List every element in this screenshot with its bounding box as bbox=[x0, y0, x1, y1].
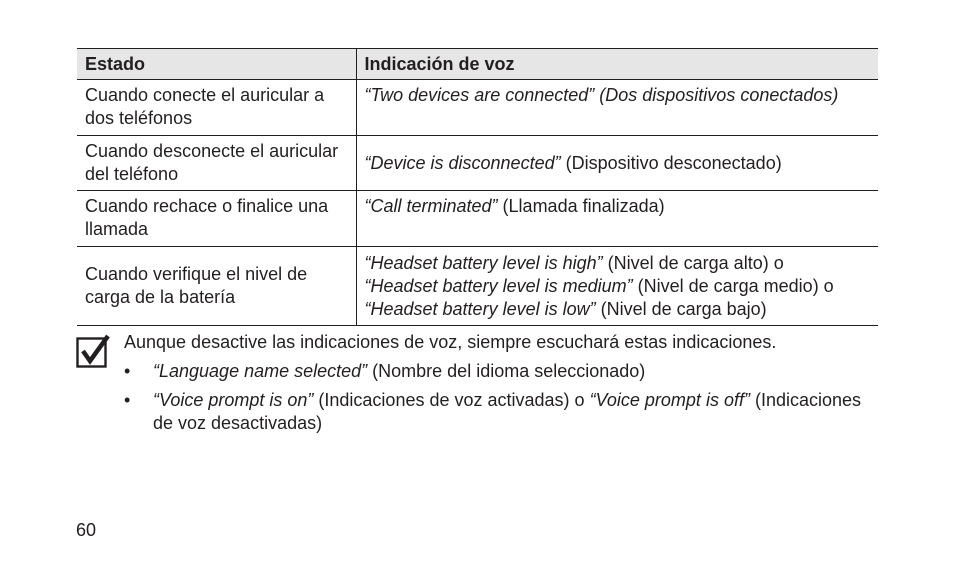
bullet-icon: • bbox=[124, 361, 131, 381]
list-item bbox=[124, 360, 884, 383]
table-row bbox=[77, 80, 878, 136]
voice-prompt-italic: “Device is disconnected” bbox=[364, 152, 561, 173]
note-text: Aunque desactive las indicaciones de voz, siempre escuchará estas indicaciones. bbox=[124, 332, 777, 352]
page-number: 60 bbox=[76, 520, 97, 540]
voice-prompt-translation: (Nombre del idioma seleccionado) bbox=[367, 361, 646, 381]
battery-line-high bbox=[365, 252, 871, 275]
voice-prompt-italic: “Voice prompt is on” bbox=[153, 390, 314, 410]
battery-line-medium bbox=[365, 275, 871, 298]
voice-prompt-italic: “Voice prompt is off” bbox=[589, 390, 750, 410]
list-item bbox=[124, 389, 884, 435]
voice-prompt-translation: (Indicaciones de voz desactivadas) bbox=[153, 390, 862, 433]
voice-prompt-translation: (Nivel de carga medio) o bbox=[632, 275, 834, 296]
note-bullet-list bbox=[124, 360, 884, 435]
voice-cell bbox=[356, 136, 878, 191]
checkbox-check-icon bbox=[76, 334, 110, 368]
state-cell: Cuando verifique el nivel de carga de la batería bbox=[77, 247, 356, 326]
voice-prompt-italic: “Two devices are connected” (Dos dispositivos conectados) bbox=[364, 85, 839, 105]
table-row bbox=[77, 136, 878, 191]
table-header-row bbox=[77, 49, 878, 80]
voice-prompt-italic: “Headset battery level is medium” bbox=[364, 275, 633, 296]
header-estado: Estado bbox=[77, 49, 356, 80]
voice-prompt-italic: “Language name selected” bbox=[153, 361, 368, 381]
voice-prompt-translation: (Nivel de carga alto) o bbox=[602, 252, 784, 273]
table-row bbox=[77, 191, 878, 247]
state-cell: Cuando conecte el auricular a dos teléfonos bbox=[77, 80, 356, 136]
voice-prompt-italic: “Headset battery level is high” bbox=[364, 252, 603, 273]
voice-cell bbox=[356, 80, 878, 136]
voice-prompt-translation: (Dispositivo desconectado) bbox=[560, 152, 782, 173]
voice-cell bbox=[356, 247, 878, 326]
header-indicacion-de-voz: Indicación de voz bbox=[356, 49, 878, 80]
bullet-icon: • bbox=[124, 390, 131, 410]
voice-prompt-table bbox=[77, 48, 878, 326]
voice-prompt-translation: (Nivel de carga bajo) bbox=[595, 298, 767, 319]
voice-prompt-translation: (Indicaciones de voz activadas) o bbox=[313, 390, 590, 410]
battery-line-low bbox=[365, 298, 871, 321]
voice-prompt-italic: “Headset battery level is low” bbox=[364, 298, 596, 319]
voice-prompt-italic: “Call terminated” bbox=[364, 196, 498, 216]
state-cell: Cuando desconecte el auricular del teléfono bbox=[77, 136, 356, 191]
voice-prompt-translation: (Llamada finalizada) bbox=[497, 196, 665, 216]
state-cell: Cuando rechace o finalice una llamada bbox=[77, 191, 356, 247]
voice-cell bbox=[356, 191, 878, 247]
note-block bbox=[124, 331, 884, 441]
table-row bbox=[77, 247, 878, 326]
